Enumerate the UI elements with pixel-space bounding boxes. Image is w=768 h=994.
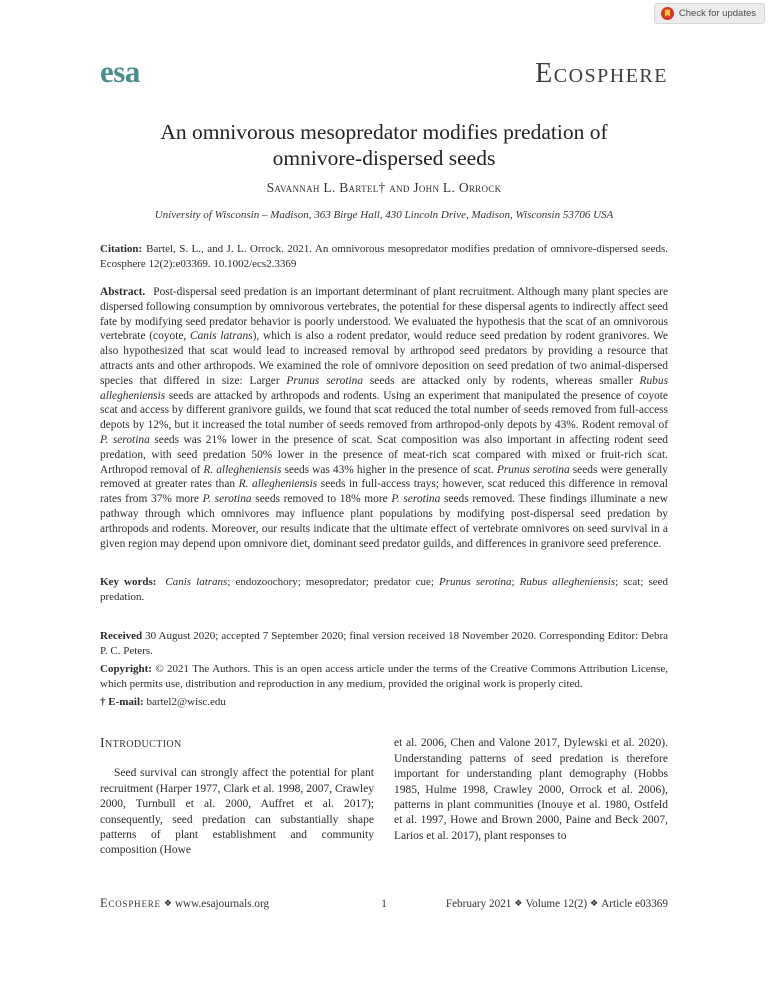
- check-for-updates-badge[interactable]: [654, 3, 765, 24]
- journal-name: Ecosphere: [535, 58, 668, 89]
- diamond-separator-icon: ❖: [514, 898, 523, 908]
- footer-date: February 2021: [445, 898, 512, 910]
- introduction-heading: Introduction: [100, 736, 182, 752]
- citation-text: Bartel, S. L., and J. L. Orrock. 2021. An omnivorous mesopredator modifies predation of omnivore-dispersed seeds. Ecosphere 12(2):e03369. 10.1002/ecs2.3369: [100, 243, 668, 270]
- footer-journal-name: Ecosphere: [100, 896, 161, 910]
- esa-logo: esa: [100, 54, 140, 89]
- abstract-text: Post-dispersal seed predation is an important determinant of plant recruitment. Although many plant species are dispersed following consumption by omnivorous vertebrates, the potential for these dispersal agents to indirectly affect seed fate by modifying seed predator behavior is poorly understood. We evaluated the hypothesis that the scat of an omnivorous vertebrate (coyote, Canis latrans), which is also a rodent predator, would reduce seed predation by rodent granivores. We also hypothesized that scat would lead to increased removal by arthropod seed predators by providing a resource that attracts ants and other arthropods. We examined the role of omnivore deposition on seed predation of two animal-dispersed species that differed in size: Larger Prunus serotina seeds are attacked only by rodents, whereas smaller Rubus allegheniensis seeds are attacked by arthropods and rodents. Using an experiment that manipulated the presence of coyote scat and access by different granivore guilds, we found that scat reduced the total number of seeds removed from full-access depots by 12%, but it increased the total number of seeds removed from arthropod-only depots by 43%. Rodent removal of P. serotina seeds was 21% lower in the presence of scat. Scat composition was also important in affecting rodent seed predation, with seed predation 50% lower in the presence of meat-rich scat compared with mixed or fruit-rich scat. Arthropod removal of R. allegheniensis seeds was 43% higher in the presence of scat. Prunus serotina seeds were generally removed at greater rates than R. allegheniensis seeds in full-access trays; however, scat reduced this difference in removal rates from 37% more P. serotina seeds removed to 18% more P. serotina seeds removed. These findings illuminate a new pathway through which omnivores may influence plant populations by modifying post-dispersal seed predation by arthropods and rodents. Moreover, our results indicate that the ultimate effect of vertebrate omnivores on seed survival in a given region may depend upon omnivore diet, dominant seed predator guilds, and differences in granivore seed preference.: [100, 286, 669, 550]
- footer-url: www.esajournals.org: [174, 898, 270, 910]
- keywords-label: Key words:: [100, 576, 157, 589]
- masthead: [100, 0, 668, 88]
- footer-volume: Volume 12(2): [525, 898, 588, 910]
- diamond-separator-icon: ❖: [163, 898, 172, 908]
- copyright-line: Copyright: © 2021 The Authors. This is an open access article under the terms of the Creative Commons Attribution License, which permits use, distribution and reproduction in any medium, provided the original work is properly cited.: [100, 663, 668, 691]
- email-line: † E-mail: bartel2@wisc.edu: [100, 696, 226, 709]
- keywords-text: Canis latrans; endozoochory; mesopredator; predator cue; Prunus serotina; Rubus allegheniensis; scat; seed predation.: [100, 576, 669, 604]
- page-number: 1: [381, 898, 387, 910]
- affiliation-line: University of Wisconsin – Madison, 363 Birge Hall, 430 Lincoln Drive, Madison, Wisconsin 53706 USA: [154, 209, 614, 221]
- received-line: Received 30 August 2020; accepted 7 September 2020; final version received 18 November 2020. Corresponding Editor: Debra P. C. Peters.: [100, 630, 668, 658]
- footer-right: [387, 898, 668, 910]
- two-column-body: [100, 736, 668, 858]
- introduction-paragraph-left: Seed survival can strongly affect the potential for plant recruitment (Harper 1977, Clark et al. 1998, 2007, Crawley 2000, Turnbull et al. 2000, Auffret et al. 2017); consequently, seed predation can substantially shape patterns of plant establishment and community composition (Howe: [100, 767, 374, 857]
- crossmark-icon: [661, 7, 674, 20]
- article-title: An omnivorous mesopredator modifies predation of omnivore-dispersed seeds: [160, 120, 608, 170]
- citation-label: Citation:: [100, 243, 143, 255]
- abstract-label: Abstract.: [100, 286, 146, 298]
- abstract-paragraph: [100, 285, 668, 551]
- left-column: [100, 736, 374, 858]
- author-line: Savannah L. Bartel† and John L. Orrock: [266, 180, 502, 195]
- keywords-paragraph: [100, 575, 668, 605]
- footer-article: Article e03369: [601, 898, 668, 910]
- footer-left: [100, 896, 381, 911]
- right-column: [394, 736, 668, 858]
- page-footer: [100, 896, 668, 911]
- diamond-separator-icon: ❖: [590, 898, 599, 908]
- introduction-paragraph-right: et al. 2006, Chen and Valone 2017, Dylewski et al. 2020). Understanding patterns of seed predation is therefore important for understanding plant demography (Hobbs 1985, Hulme 1998, Crawley 2000, Orrock et al. 2006), patterns in plant communities (Inouye et al. 1980, Ostfeld et al. 1997, Howe and Brown 2000, Paine and Beck 2007, Larios et al. 2017), plant responses to: [394, 737, 668, 842]
- check-for-updates-label: Check for updates: [678, 8, 756, 19]
- citation-paragraph: [100, 242, 668, 272]
